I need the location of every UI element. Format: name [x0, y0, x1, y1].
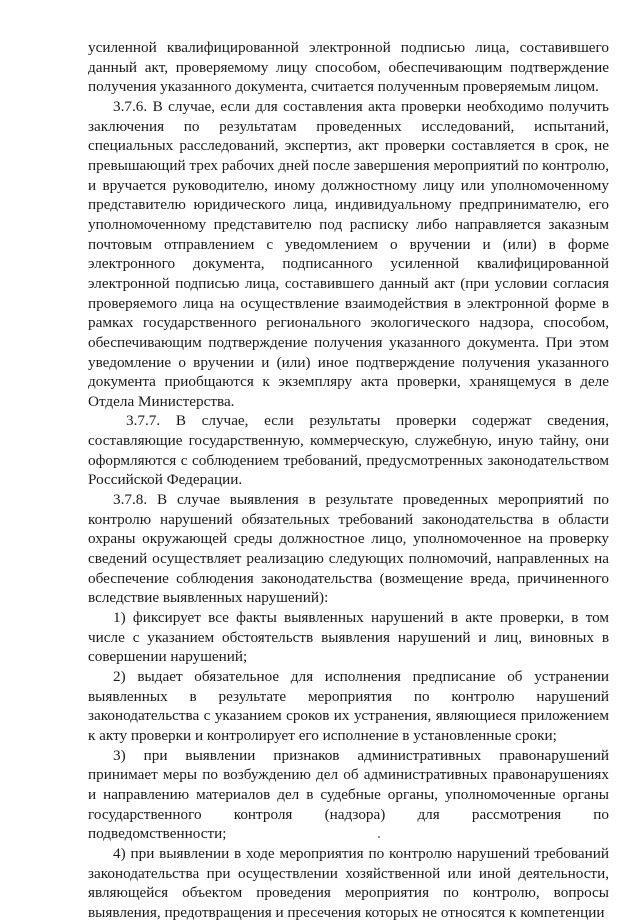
paragraph-continuation: усиленной квалифицированной электронной подписью лица, составившего данный акт, проверяемому лицу способом, обеспечивающим подтверждение получения указанного документа, считается полученным проверяемым лицом. — [88, 39, 609, 96]
list-item-2: 2) выдает обязательное для исполнения предписание об устранении выявленных в результате мероприятия по контролю нарушений законодательства с указанием сроков их устранения, являющиеся приложением к акту проверки и контролирует его исполнение в установленные сроки; — [88, 668, 609, 744]
document-page — [88, 38, 609, 923]
list-item-1: 1) фиксирует все факты выявленных нарушений в акте проверки, в том числе с указанием обстоятельств выявления нарушений и лиц, виновных в совершении нарушений; — [88, 609, 609, 666]
list-item-3: 3) при выявлении признаков административных правонарушений принимает меры по возбуждению дел об административных правонарушениях и направлению материалов дел в судебные органы, уполномоченные органы государственного контроля (надзора) для рассмотрения по подведомственности; — [88, 746, 609, 843]
list-item-4: 4) при выявлении в ходе мероприятия по контролю нарушений требований законодательства при осуществлении хозяйственной или иной деятельности, являющейся объектом проведения мероприятия по контролю, вопросы выявления, предотвращения и пресечения которых не относятся к компетенции — [88, 844, 609, 921]
paragraph-3-7-8: 3.7.8. В случае выявления в результате проведенных мероприятий по контролю нарушений обязательных требований законодательства в области охраны окружающей среды должностное лицо, уполномоченное на проверку сведений осуществляет реализацию следующих полномочий, направленных на обеспечение соблюдения законодательства (возмещение вреда, причиненного вследствие выявленных нарушений): — [88, 491, 609, 607]
paragraph-3-7-7: 3.7.7. В случае, если результаты проверки содержат сведения, составляющие государственную, коммерческую, служебную, иную тайну, они оформляются с соблюдением требований, предусмотренных законодательством Российской Федерации. — [88, 412, 609, 489]
scan-speck — [378, 836, 380, 838]
paragraph-3-7-6: 3.7.6. В случае, если для составления акта проверки необходимо получить заключения по результатам проведенных исследований, испытаний, специальных расследований, экспертиз, акт проверки составляется в срок, не превышающий трех рабочих дней после завершения мероприятий по контролю, и вручается руководителю, иному должностному лицу или уполномоченному представителю юридического лица, индивидуальному предпринимателю, его уполномоченному представителю под расписку либо направляется заказным почтовым отправлением с уведомлением о вручении и (или) в форме электронного документа, подписанного усиленной квалифицированной электронной подписью лица, составившего данный акт (при условии согласия проверяемого лица на осуществление взаимодействия в электронной форме в рамках государственного регионального экологического надзора, способом, обеспечивающим подтверждение получения указанного документа. При этом уведомление о вручении и (или) иное подтверждение получения указанного документа приобщаются к экземпляру акта проверки, хранящемуся в деле Отдела Министерства. — [88, 97, 609, 410]
